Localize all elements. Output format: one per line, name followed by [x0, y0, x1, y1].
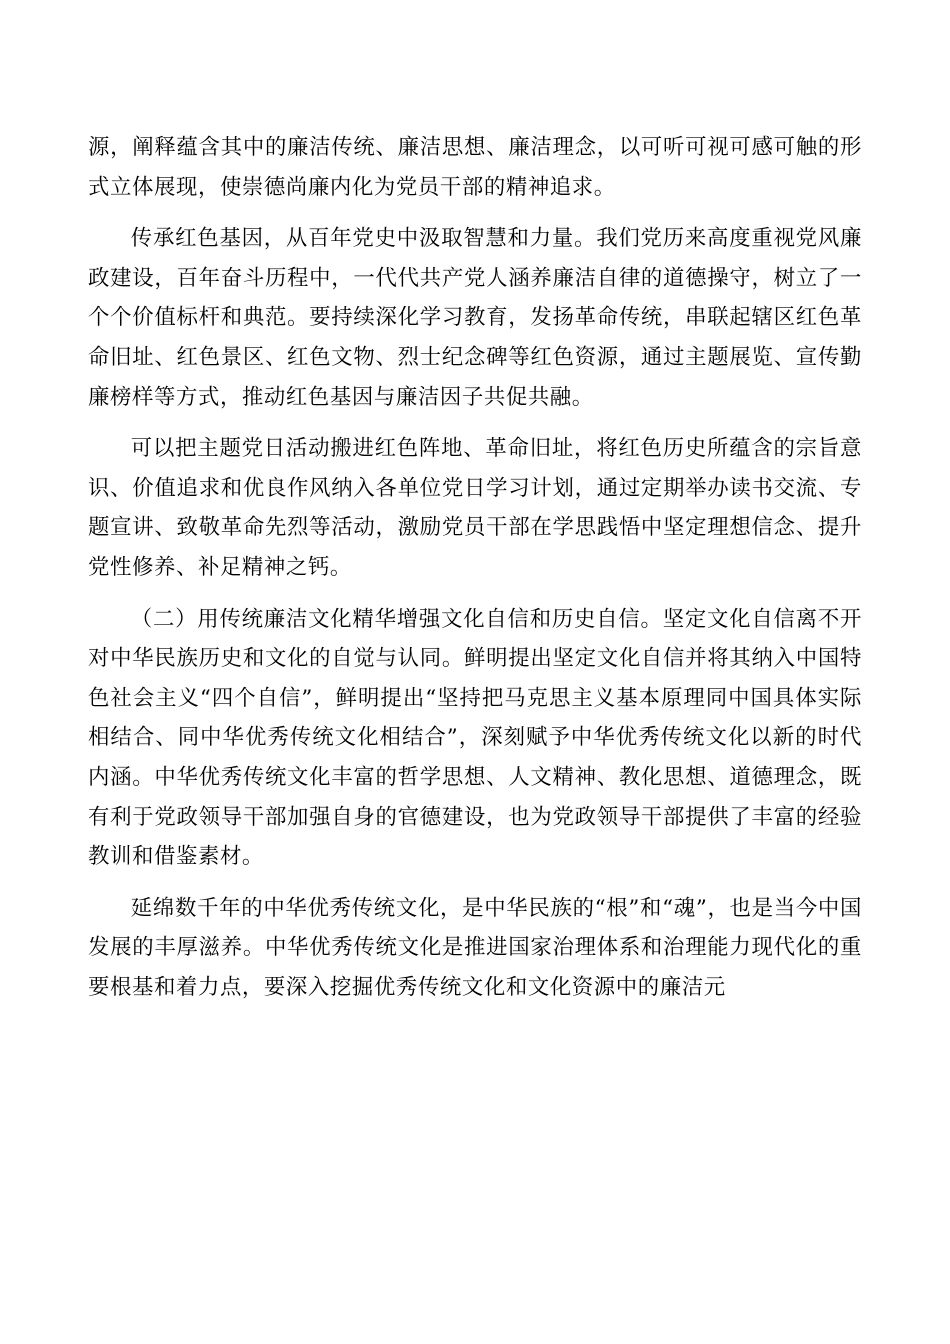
document-body	[88, 128, 862, 1007]
paragraph-traditional-culture: 延绵数千年的中华优秀传统文化，是中华民族的“根”和“魂”，也是当今中国发展的丰厚滋养。中华优秀传统文化是推进国家治理体系和治理能力现代化的重要根基和着力点，要深入挖掘优秀传统文化和文化资源中的廉洁元	[88, 895, 862, 1000]
paragraph-continuation: 源，阐释蕴含其中的廉洁传统、廉洁思想、廉洁理念，以可听可视可感可触的形式立体展现，使崇德尚廉内化为党员干部的精神追求。	[88, 135, 862, 200]
paragraph-section-two: （二）用传统廉洁文化精华增强文化自信和历史自信。坚定文化自信离不开对中华民族历史和文化的自觉与认同。鲜明提出坚定文化自信并将其纳入中国特色社会主义“四个自信”，鲜明提出“坚持把马克思主义基本原理同中国具体实际相结合、同中华优秀传统文化相结合”，深刻赋予中华优秀传统文化以新的时代内涵。中华优秀传统文化丰富的哲学思想、人文精神、教化思想、道德理念，既有利于党政领导干部加强自身的官德建设，也为党政领导干部提供了丰富的经验教训和借鉴素材。	[88, 606, 862, 870]
paragraph-party-day: 可以把主题党日活动搬进红色阵地、革命旧址，将红色历史所蕴含的宗旨意识、价值追求和优良作风纳入各单位党日学习计划，通过定期举办读书交流、专题宣讲、致敬革命先烈等活动，激励党员干部在学思践悟中坚定理想信念、提升党性修养、补足精神之钙。	[88, 436, 862, 580]
paragraph-red-gene: 传承红色基因，从百年党史中汲取智慧和力量。我们党历来高度重视党风廉政建设，百年奋斗历程中，一代代共产党人涵养廉洁自律的道德操守，树立了一个个价值标杆和典范。要持续深化学习教育，发扬革命传统，串联起辖区红色革命旧址、红色景区、红色文物、烈士纪念碑等红色资源，通过主题展览、宣传勤廉榜样等方式，推动红色基因与廉洁因子共促共融。	[88, 226, 862, 410]
